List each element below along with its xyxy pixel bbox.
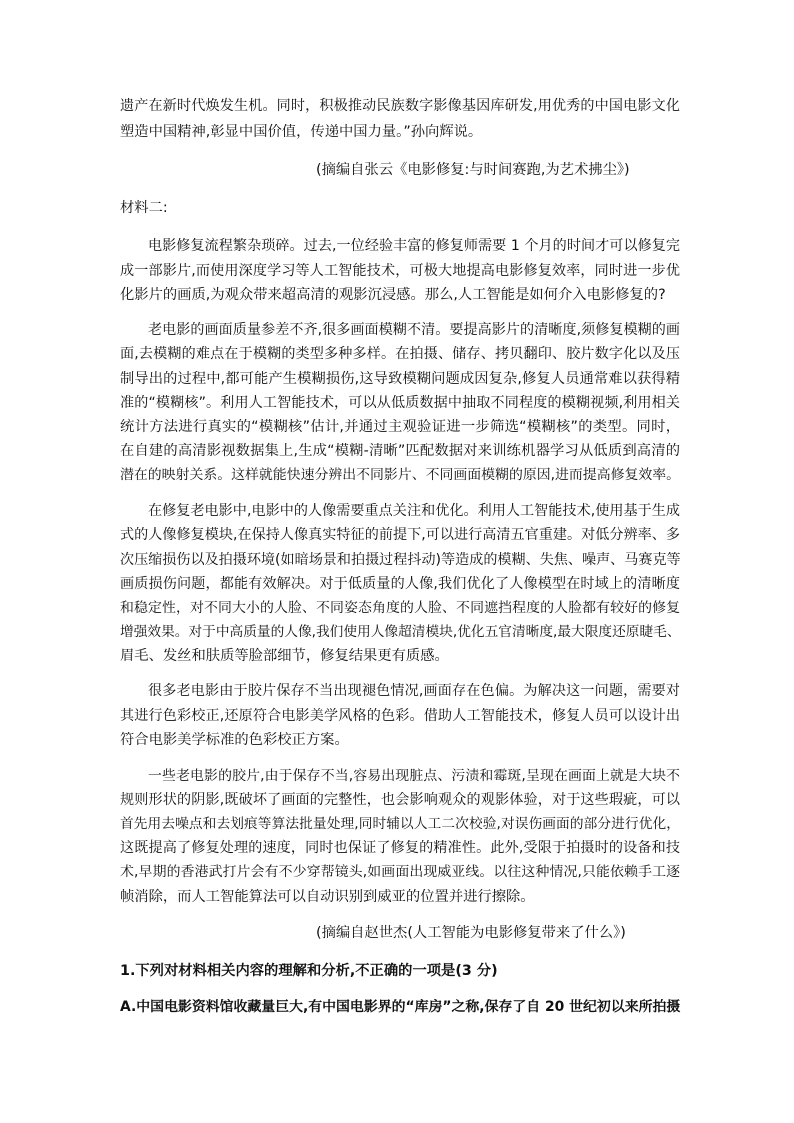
citation: (摘编自张云《电影修复:与时间赛跑,为艺术拂尘》) <box>316 162 630 178</box>
paragraph-line: 一些老电影的胶片,由于保存不当,容易出现脏点、污渍和霉斑,呈现在画面上就是大块不 <box>148 768 680 784</box>
question-option-a: A.中国电影资料馆收藏量巨大,有中国电影界的“库房”之称,保存了自 20 世纪初以来所拍摄 <box>120 999 681 1015</box>
paragraph-line: 规则形状的阴影,既破坏了画面的完整性，也会影响观众的观影体验，对于这些瑕疵，可以 <box>120 792 680 808</box>
paragraph-line: 化影片的画质,为观众带来超高清的观影沉浸感。那么,人工智能是如何介入电影修复的? <box>120 287 666 303</box>
paragraph-line: 术,早期的香港武打片会有不少穿帮镜头,如画面出现威亚线。以往这种情况,只能依赖手工逐 <box>120 864 680 880</box>
paragraph-line: 画质损伤问题，都能有效解决。对于低质量的人像,我们优化了人像模型在时域上的清晰度 <box>120 576 680 592</box>
paragraph-line: 式的人像修复模块,在保持人像真实特征的前提下,可以进行高清五官重建。对低分辨率、多 <box>120 527 680 543</box>
paragraph-line: 制导出的过程中,都可能产生模糊损伤,这导致模糊问题成因复杂,修复人员通常难以获得精 <box>120 371 680 387</box>
paragraph-line: 统计方法进行真实的“模糊核”估计,并通过主观验证进一步筛选“模糊核”的类型。同时， <box>120 419 680 435</box>
section-heading: 材料二: <box>120 200 168 216</box>
paragraph-line: 面,去模糊的难点在于模糊的类型多种多样。在拍摄、储存、拷贝翻印、胶片数字化以及压 <box>120 346 680 362</box>
paragraph-line: 在修复老电影中,电影中的人像需要重点关注和优化。利用人工智能技术,使用基于生成 <box>148 503 680 519</box>
paragraph-line: 塑造中国精神,彰显中国价值，传递中国力量。”孙向辉说。 <box>120 124 483 140</box>
paragraph-line: 符合电影美学标准的色彩校正方案。 <box>120 732 349 748</box>
paragraph-line: 电影修复流程繁杂琐碎。过去,一位经验丰富的修复师需要 1 个月的时间才可以修复完 <box>148 238 680 254</box>
paragraph-line: 眉毛、发丝和肤质等脸部细节，修复结果更有质感。 <box>120 648 449 664</box>
paragraph-line: 这既提高了修复处理的速度，同时也保证了修复的精准性。此外,受限于拍摄时的设备和技 <box>120 840 680 856</box>
paragraph-line: 准的“模糊核”。利用人工智能技术，可以从低质数据中抽取不同程度的模糊视频,利用相关 <box>120 395 680 411</box>
paragraph-line: 很多老电影由于胶片保存不当出现褪色情况,画面存在色偏。为解决这一问题，需要对 <box>148 683 680 699</box>
paragraph-line: 潜在的映射关系。这样就能快速分辨出不同影片、不同画面模糊的原因,进而提高修复效率。 <box>120 467 681 483</box>
paragraph-line: 成一部影片,而使用深度学习等人工智能技术，可极大地提高电影修复效率，同时进一步优 <box>120 263 680 279</box>
paragraph-line: 帧消除，而人工智能算法可以自动识别到威亚的位置并进行擦除。 <box>120 889 535 905</box>
paragraph-line: 其进行色彩校正,还原符合电影美学风格的色彩。借助人工智能技术，修复人员可以设计出 <box>120 708 680 724</box>
paragraph-line: 在自建的高清影视数据集上,生成“模糊-清晰”匹配数据对来训练机器学习从低质到高清的 <box>120 443 680 459</box>
paragraph-line: 和稳定性，对不同大小的人脸、不同姿态角度的人脸、不同遮挡程度的人脸都有较好的修复 <box>120 600 680 616</box>
paragraph-line: 增强效果。对于中高质量的人像,我们使用人像超清模块,优化五官清晰度,最大限度还原睫毛、 <box>120 624 681 640</box>
paragraph-line: 首先用去噪点和去划痕等算法批量处理,同时辅以人工二次校验,对误伤画面的部分进行优化， <box>120 816 680 832</box>
paragraph-line: 次压缩损伤以及拍摄环境(如暗场景和拍摄过程抖动)等造成的模糊、失焦、噪声、马赛克等 <box>120 552 681 568</box>
paragraph-line: 遗产在新时代焕发生机。同时，积极推动民族数字影像基因库研发,用优秀的中国电影文化 <box>120 98 680 114</box>
citation: (摘编自赵世杰(人工智能为电影修复带来了什么》) <box>316 925 626 941</box>
paragraph-line: 老电影的画面质量参差不齐,很多画面模糊不清。要提高影片的清晰度,须修复模糊的画 <box>148 322 680 338</box>
question-stem: 1.下列对材料相关内容的理解和分析,不正确的一项是(3 分) <box>120 963 498 979</box>
